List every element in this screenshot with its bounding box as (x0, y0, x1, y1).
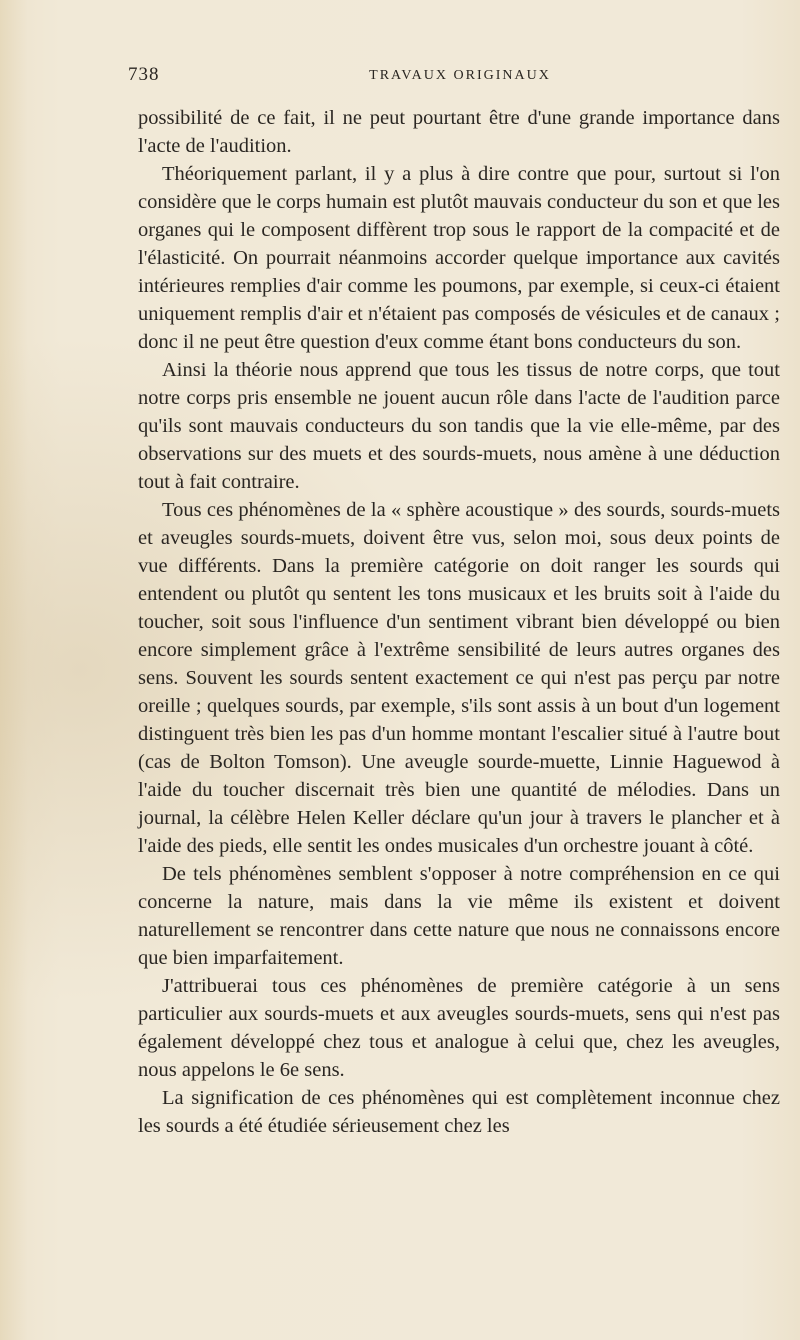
body-text (138, 104, 780, 1140)
page-number: 738 (128, 64, 160, 85)
running-title: TRAVAUX ORIGINAUX (369, 68, 551, 83)
paragraph-phenomena: De tels phénomènes semblent s'opposer à notre compréhension en ce qui concerne la nature, mais dans la vie même ils existent et doivent naturellement se rencontrer dans cette nature que nous ne connaissons encore que bien imparfaitement. (138, 863, 780, 969)
paragraph-significance: La signification de ces phénomènes qui est complètement inconnue chez les sourds a été étudiée sérieusement chez les (138, 1087, 780, 1137)
paragraph-conclusion: Ainsi la théorie nous apprend que tous les tissus de notre corps, que tout notre corps pris ensemble ne jouent aucun rôle dans l'acte de l'audition parce qu'ils sont mauvais conducteurs du son tandis que la vie elle-même, par des observations sur des muets et des sourds-muets, nous amène à une déduction tout à fait contraire. (138, 359, 780, 493)
paragraph-continuation: possibilité de ce fait, il ne peut pourtant être d'une grande importance dans l'acte de l'audition. (138, 107, 780, 157)
running-head (128, 64, 792, 92)
paragraph-acoustic-sphere: Tous ces phénomènes de la « sphère acoustique » des sourds, sourds-muets et aveugles sourds-muets, doivent être vus, selon moi, sous deux points de vue différents. Dans la première catégorie on doit ranger les sourds qui entendent ou plutôt qu sentent les tons musicaux et les bruits soit à l'aide du toucher, soit sous l'influence d'un sentiment vibrant bien développé ou bien encore simplement grâce à l'extrême sensibilité de leurs autres organes des sens. Souvent les sourds sentent exactement ce qui n'est pas perçu par notre oreille ; quelques sourds, par exemple, s'ils sont assis à un bout d'un logement distinguent très bien les pas d'un homme montant l'escalier situé à l'autre bout (cas de Bolton Tomson). Une aveugle sourde-muette, Linnie Haguewod à l'aide du toucher discernait très bien une quantité de mélodies. Dans un journal, la célèbre Helen Keller déclare qu'un jour à travers le plancher et à l'aide des pieds, elle sentit les ondes musicales d'un orchestre jouant à côté. (138, 499, 780, 857)
paragraph-theory: Théoriquement parlant, il y a plus à dire contre que pour, surtout si l'on considère que le corps humain est plutôt mauvais conducteur du son et que les organes qui le composent diffèrent trop sous le rapport de la compacité et de l'élasticité. On pourrait néanmoins accorder quelque importance aux cavités intérieures remplies d'air comme les poumons, par exemple, si ceux-ci étaient uniquement remplis d'air et n'étaient pas composés de vésicules et de canaux ; donc il ne peut être question d'eux comme étant bons conducteurs du son. (138, 163, 780, 353)
paragraph-sixth-sense: J'attribuerai tous ces phénomènes de première catégorie à un sens particulier aux sourds-muets et aux aveugles sourds-muets, sens qui n'est pas également développé chez tous et analogue à celui que, chez les aveugles, nous appelons le 6e sens. (138, 975, 780, 1081)
